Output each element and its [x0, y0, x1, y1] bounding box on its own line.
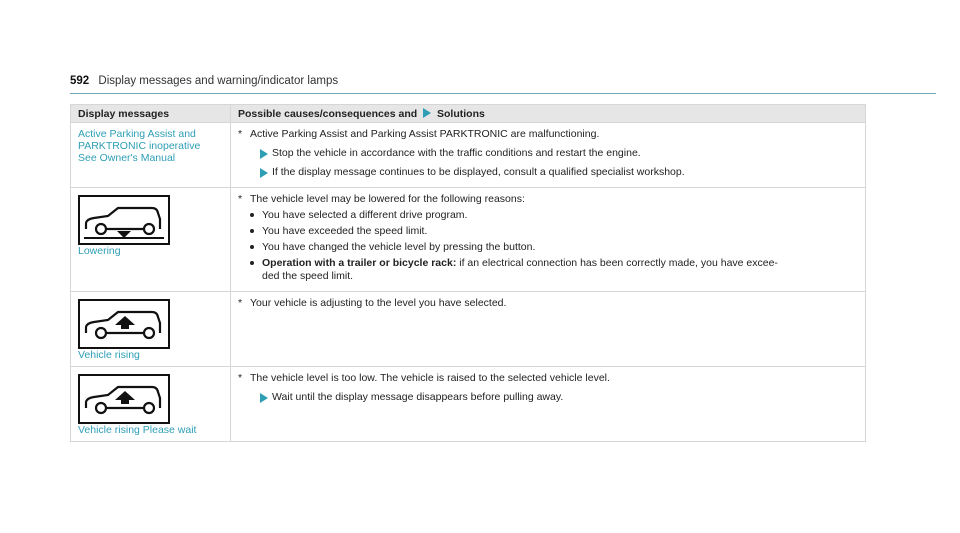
vehicle-rising-icon	[78, 374, 170, 424]
bullet-item	[238, 257, 858, 283]
bullet-icon	[250, 229, 254, 233]
bullet-text: You have exceeded the speed limit.	[262, 225, 428, 237]
bullet-text: You have changed the vehicle level by pressing the button.	[262, 241, 536, 253]
bullet-icon	[250, 261, 254, 265]
display-messages-table	[70, 104, 866, 442]
cause-text: Your vehicle is adjusting to the level you have selected.	[250, 297, 507, 309]
cause-cell	[231, 188, 866, 292]
table-header-row	[71, 105, 866, 123]
message-label: Vehicle rising Please wait	[78, 424, 197, 436]
bullet-icon	[250, 213, 254, 217]
message-cell	[71, 123, 231, 188]
header-rule	[70, 93, 936, 94]
arrow-icon	[260, 149, 268, 159]
cause-text: Active Parking Assist and Parking Assist PARKTRONIC are malfunctioning.	[250, 128, 600, 140]
message-cell	[71, 367, 231, 442]
col-header-solutions: Solutions	[437, 107, 485, 120]
table-row	[71, 292, 866, 367]
arrow-icon	[260, 168, 268, 178]
bullet-bold-label: Operation with a trailer or bicycle rack:	[262, 257, 457, 269]
cause-item	[238, 372, 858, 385]
solution-step	[238, 147, 858, 160]
col-header-display-messages: Display messages	[71, 105, 231, 123]
asterisk-marker: *	[238, 372, 243, 384]
solution-step	[238, 391, 858, 404]
bullet-text: if an electrical connection has been correctly made, you have excee-	[459, 257, 778, 269]
col-header-causes: Possible causes/consequences and	[238, 107, 418, 120]
message-line: Active Parking Assist and	[78, 128, 196, 140]
arrow-icon	[260, 393, 268, 403]
step-text: Wait until the display message disappears before pulling away.	[272, 391, 564, 403]
col-header-causes-solutions	[231, 105, 866, 123]
page-number: 592	[70, 75, 90, 87]
bullet-text-continued: ded the speed limit.	[262, 270, 354, 282]
step-text: If the display message continues to be displayed, consult a qualified specialist workshop.	[272, 166, 685, 178]
page-header	[70, 75, 338, 87]
bullet-item	[238, 209, 858, 222]
message-label: Vehicle rising	[78, 349, 140, 361]
cause-item	[238, 128, 858, 141]
message-label: Lowering	[78, 245, 121, 257]
cause-cell	[231, 367, 866, 442]
cause-text: The vehicle level may be lowered for the following reasons:	[250, 193, 525, 205]
cause-text: The vehicle level is too low. The vehicle is raised to the selected vehicle level.	[250, 372, 610, 384]
cause-item	[238, 297, 858, 310]
vehicle-lowering-icon	[78, 195, 170, 245]
asterisk-marker: *	[238, 128, 243, 140]
bullet-item	[238, 225, 858, 238]
cause-cell	[231, 123, 866, 188]
table-row	[71, 188, 866, 292]
cause-cell	[231, 292, 866, 367]
message-line: PARKTRONIC inoperative	[78, 140, 201, 152]
solution-step	[238, 166, 858, 179]
arrow-icon	[423, 108, 431, 118]
message-line: See Owner's Manual	[78, 152, 176, 164]
bullet-icon	[250, 245, 254, 249]
vehicle-rising-icon	[78, 299, 170, 349]
bullet-item	[238, 241, 858, 254]
asterisk-marker: *	[238, 193, 243, 205]
page-title: Display messages and warning/indicator lamps	[98, 75, 339, 87]
bullet-text: You have selected a different drive program.	[262, 209, 468, 221]
message-cell	[71, 292, 231, 367]
asterisk-marker: *	[238, 297, 243, 309]
table-row	[71, 367, 866, 442]
table-row	[71, 123, 866, 188]
cause-item	[238, 193, 858, 206]
step-text: Stop the vehicle in accordance with the traffic conditions and restart the engine.	[272, 147, 641, 159]
message-cell	[71, 188, 231, 292]
